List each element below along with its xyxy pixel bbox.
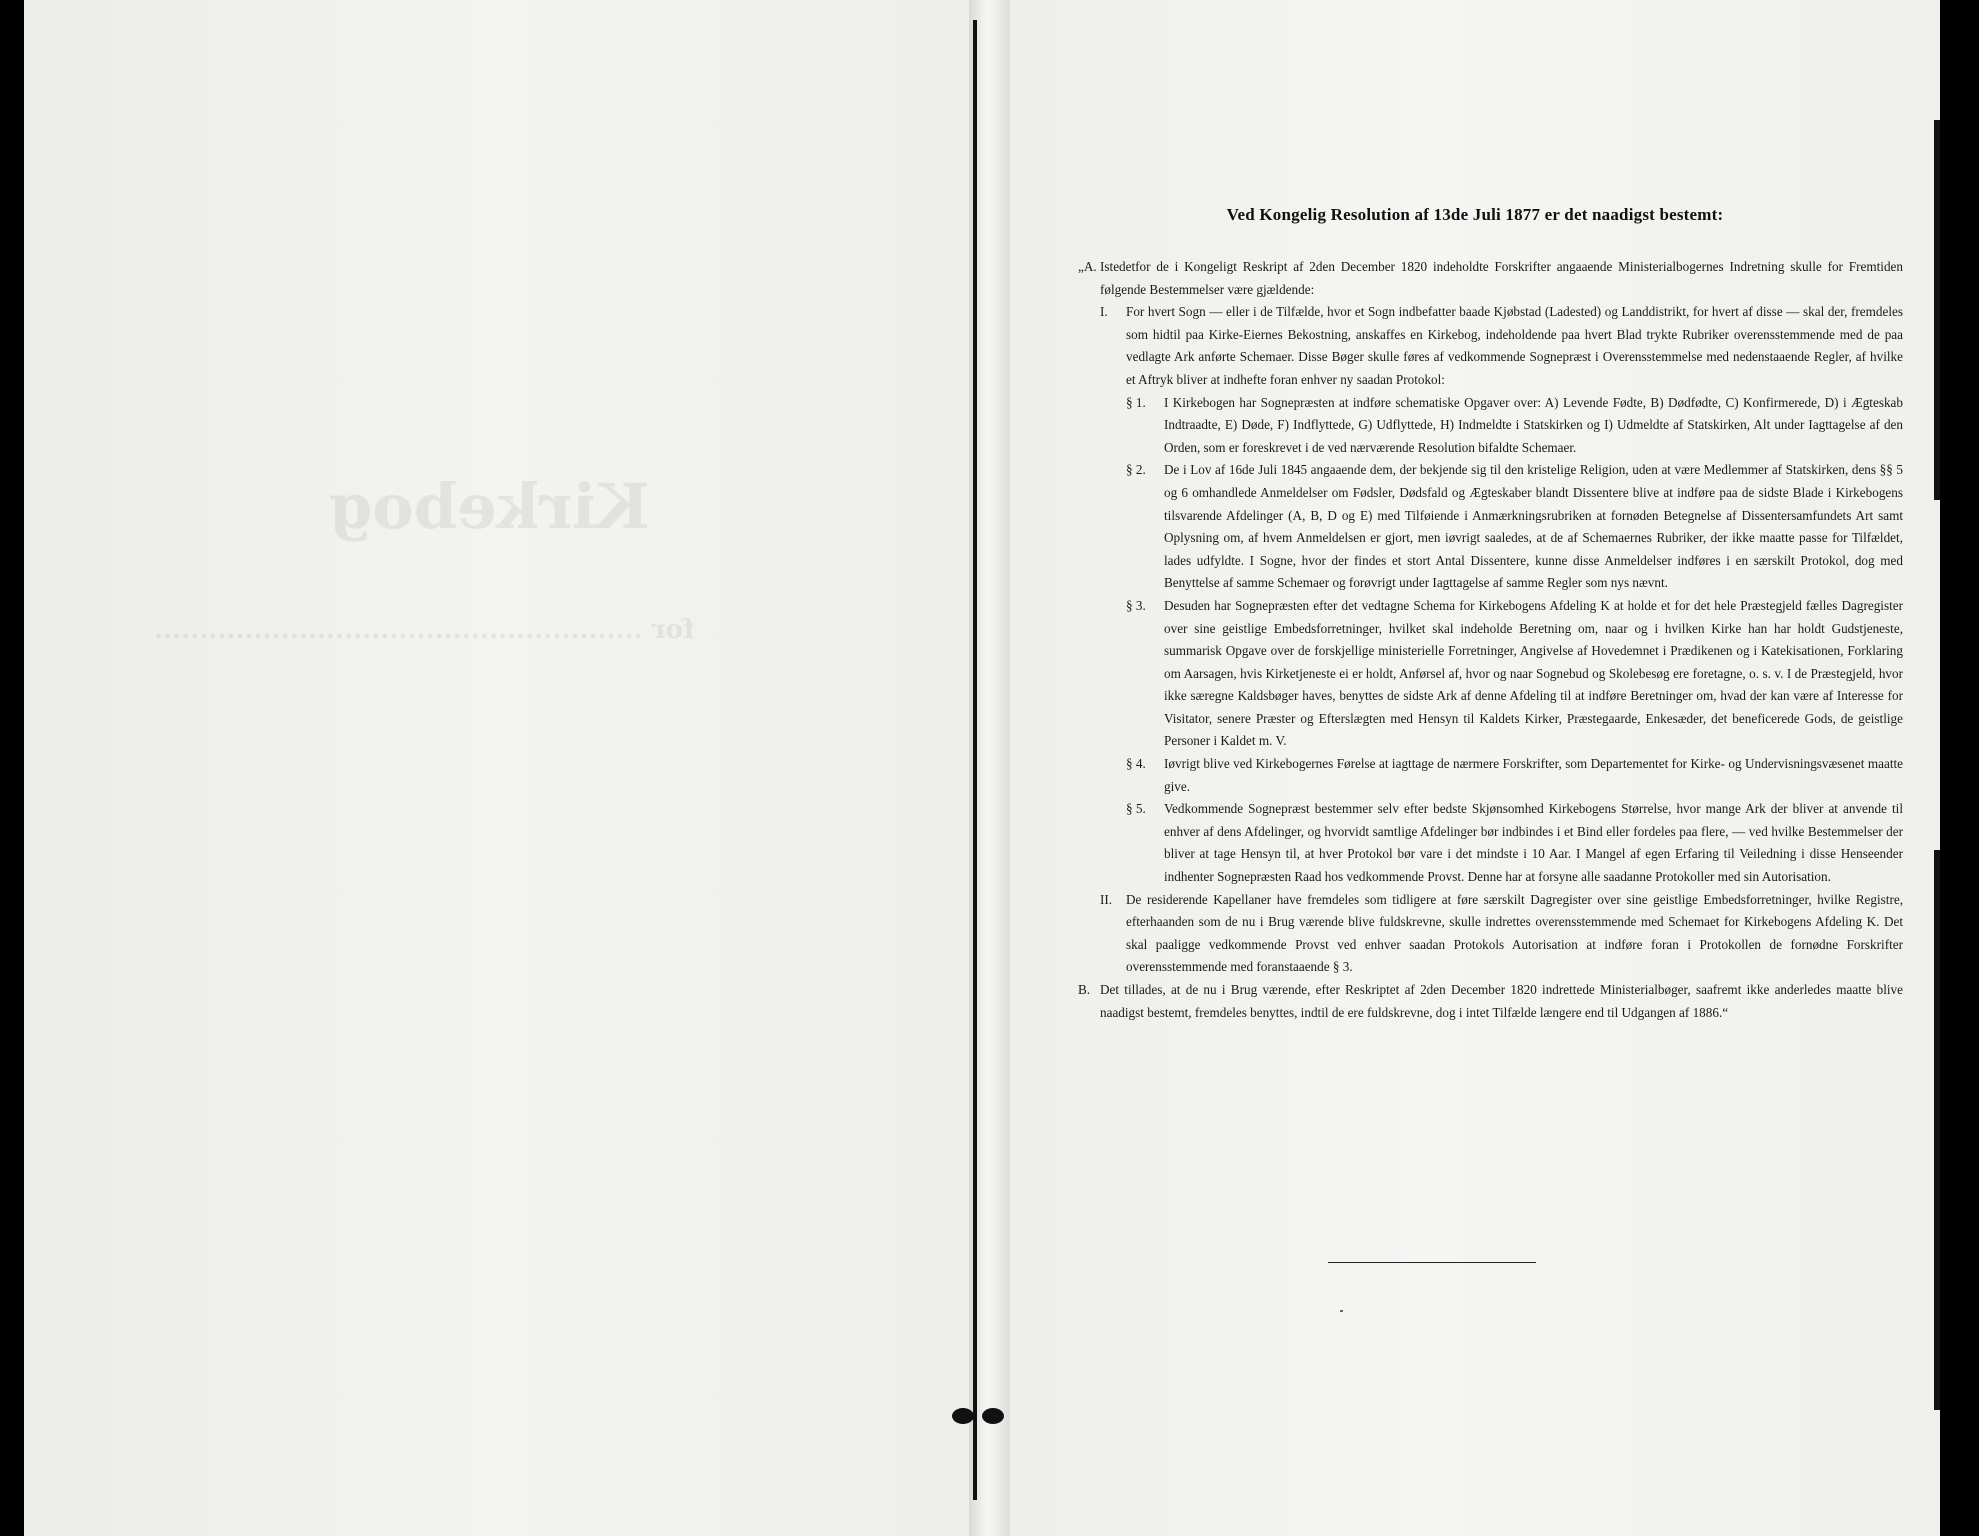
left-page [24,0,969,1536]
section-text: Det tillades, at de nu i Brug værende, efter Reskriptet af 2den December 1820 indrettede Ministerialbøger, saafremt ikke anderledes maatte blive naadigst bestemt, fremdeles benyttes, indtil de ere fuldskrevne, dog i intet Tilfælde længere end til Udgangen af 1886.“ [1100,982,1903,1020]
paragraph-label: § 5. [1126,801,1146,817]
paragraph-text: Desuden har Sognepræsten efter det vedtagne Schema for Kirkebogens Afdeling K at holde et for det hele Præstegjeld fælles Dagregister over sine geistlige Embedsforretninger, hvilket skal indeholde Beretning om, naar og i hvilken Kirke han har holdt Gudstjeneste, summarisk Opgave over de forskjellige ministerielle Forretninger, Angivelse af Hovedemnet i Prædikenen og i Katekisationen, Forklaring om Aarsagen, hvis Kirketjeneste ei er holdt, Anførsel af, hvor og naar Sognebud og Skolebesøg ere foretagne, o. s. v. I de Præstegjeld, hvor ikke særegne Kaldsbøger haves, benyttes de sidste Ark af denne Afdeling til at indføre Beretninger om, hvad der kan være af Interesse for Visitator, senere Præster og Efterslægten med Hensyn til Kaldets Kirker, Præstegaarde, Enkesæder, det beneficerede Gods, de geistlige Personer i Kaldet m. V. [1164,597,1903,749]
section-ii [1078,889,1903,979]
paragraph-label: § 3. [1126,597,1146,613]
section-label: B. [1078,982,1091,997]
right-book-edge [1940,0,1979,1536]
section-label: I. [1100,304,1108,320]
section-label: II. [1100,891,1113,907]
section-b [1078,979,1903,1024]
paragraph-3 [1078,595,1903,753]
paragraph-text: Iøvrigt blive ved Kirkebogernes Førelse at iagttage de nærmere Forskrifter, som Departementet for Kirke- og Undervisningsvæsenet maatte give. [1164,756,1903,794]
ink-speck [1340,1310,1343,1312]
binding-thread [973,20,977,1500]
section-i [1078,301,1903,391]
paragraph-label: § 4. [1126,756,1146,772]
resolution-heading: Ved Kongelig Resolution af 13de Juli 1877 er det naadigst bestemt: [1226,205,1724,224]
binding-knot-left [952,1408,974,1424]
paragraph-4 [1078,753,1903,798]
paragraph-text: De i Lov af 16de Juli 1845 angaaende dem, der bekjende sig til den kristelige Religion, uden at være Medlemmer af Statskirken, dens §§ 5 og 6 omhandlede Anmeldelser om Fødsler, Dødsfald og Ægteskaber blandt Dissentere blive at indføre paa de sidste Blade i Kirkebogens tilsvarende Afdelinger (A, B, D og E) med Tilføiende i Anmærkningsrubriken at fornøden Betegnelse af Dissentersamfundets Art samt Oplysning om, af hvem Anmeldelsen er gjort, men iøvrigt saaledes, at de af Schemaernes Rubriker, der ikke maatte passe for Tilfældet, lades udfyldte. I Sogne, hvor der findes et stort Antal Dissentere, kunne disse Anmeldelser indføres i en særskilt Protokol, dog med Benyttelse af samme Schemaer og forøvrigt under Iagttagelse af samme Regler som nys nævnt. [1164,462,1903,591]
paragraph-1 [1078,392,1903,460]
paragraph-5 [1078,798,1903,888]
paragraph-label: § 2. [1126,462,1146,478]
bleed-through-subtitle: for ...................................................... [154,615,695,645]
resolution-body [1078,256,1903,1024]
index-tab-2 [1934,850,1940,1410]
section-label: „A. [1078,259,1097,274]
section-text: Istedetfor de i Kongeligt Reskript af 2den December 1820 indeholdte Forskrifter angaaende Ministerialbogernes Indretning skulle for Fremtiden følgende Bestemmelser være gjældende: [1100,259,1903,297]
index-tab-1 [1934,120,1940,500]
section-text: For hvert Sogn — eller i de Tilfælde, hvor et Sogn indbefatter baade Kjøbstad (Ladested) og Landdistrikt, for hvert af disse — skal der, fremdeles som hidtil paa Kirke-Eiernes Bekostning, anskaffes en Kirkebog, indeholdende paa hvert Blad trykte Rubriker overensstemmende med de paa vedlagte Ark anførte Schemaer. Disse Bøger skulle føres af vedkommende Sognepræst i Overensstemmelse med nedenstaaende Regler, af hvilke et Aftryk bliver at indhefte foran enhver ny saadan Protokol: [1126,304,1903,387]
closing-rule [1328,1262,1536,1263]
section-text: De residerende Kapellaner have fremdeles som tidligere at føre særskilt Dagregister over sine geistlige Embedsforretninger, hvilke Registre, efterhaanden som de nu i Brug værende blive fuldskrevne, skulle indrettes overensstemmende med Schemaet for Kirkebogens Afdeling K. Det skal paaligge vedkommende Provst ved enhver saadan Protokols Autorisation at indføre foran i Protokollen de fornødne Forskrifter overensstemmende med foranstaaende § 3. [1126,891,1903,975]
binding-knot-right [982,1408,1004,1424]
section-a [1078,256,1903,301]
bleed-through-title: Kirkebog [329,470,650,543]
paragraph-text: Vedkommende Sognepræst bestemmer selv efter bedste Skjønsomhed Kirkebogens Størrelse, hvor mange Ark der bliver at anvende til enhver af dens Afdelinger, og hvorvidt samtlige Afdelinger bør indbindes i et Bind eller fordeles paa flere, — ved hvilke Bestemmelser der bliver at tage Hensyn til, at hver Protokol bør vare i det mindste i 10 Aar. I Mangel af egen Erfaring til Veiledning i disse Henseender indhenter Sognepræsten Raad hos vedkommende Provst. Denne har at forsyne alle saadanne Protokoller med sin Autorisation. [1164,801,1903,885]
paragraph-2 [1078,459,1903,595]
paragraph-text: I Kirkebogen har Sognepræsten at indføre schematiske Opgaver over: A) Levende Fødte, B) Dødfødte, C) Konfirmerede, D) i Ægteskab Indtraadte, E) Døde, F) Indflyttede, G) Udflyttede, H) Indmeldte i Statskirken og I) Udmeldte af Statskirken, Alt under Iagttagelse af den Orden, som er foreskrevet i de ved nærværende Resolution bifaldte Schemaer. [1164,394,1903,455]
paragraph-label: § 1. [1126,394,1146,410]
